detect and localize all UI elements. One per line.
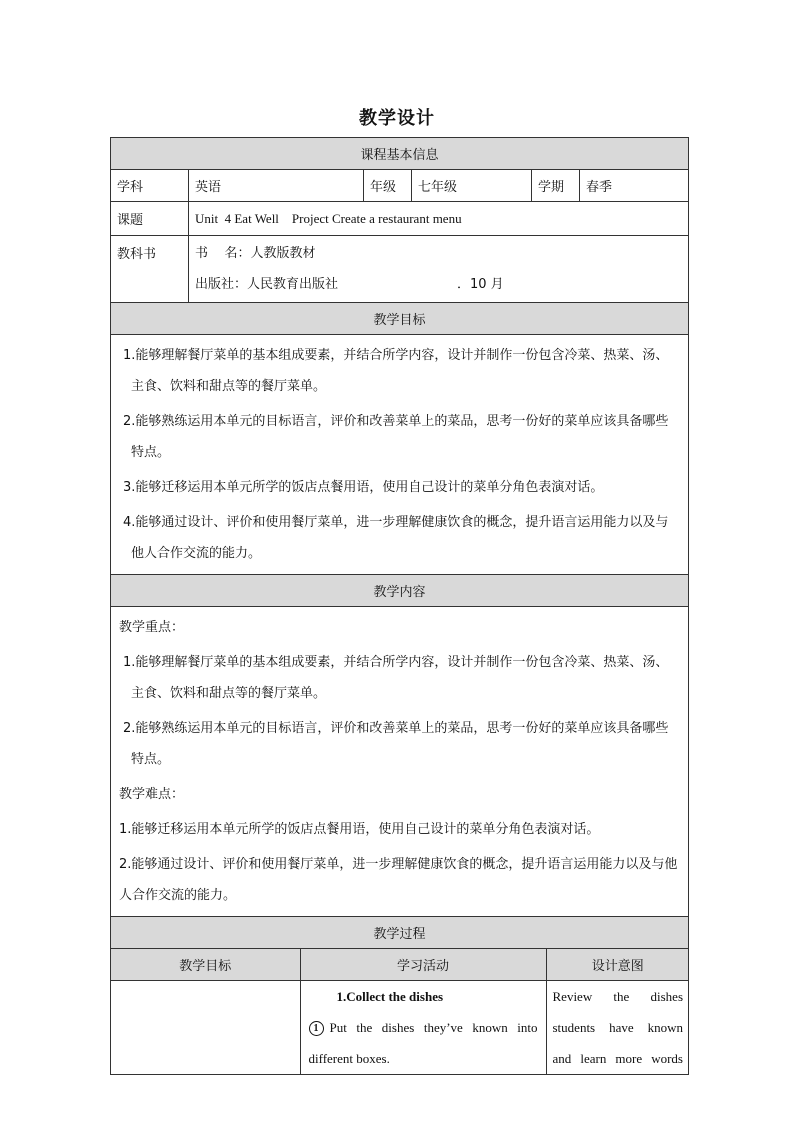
objectives-header: 教学目标 [111, 303, 689, 335]
term-label: 学期 [532, 170, 580, 202]
objective-item: 2.能够熟练运用本单元的目标语言，评价和改善菜单上的菜品，思考一份好的菜单应该具备哪些特点。 [123, 414, 669, 460]
textbook-label: 教科书 [111, 236, 189, 303]
topic-value: Unit 4 Eat Well Project Create a restaurant menu [189, 202, 689, 236]
grade-label: 年级 [364, 170, 412, 202]
subject-value: 英语 [189, 170, 364, 202]
activity-step [309, 1012, 538, 1074]
activity-title: 1.Collect the dishes [336, 989, 444, 1004]
publisher: 出版社：人民教育出版社 [195, 277, 339, 292]
textbook-details [189, 236, 689, 303]
objective-item: 4.能够通过设计、评价和使用餐厅菜单，进一步理解健康饮食的概念，提升语言运用能力以及与他人合作交流的能力。 [123, 515, 669, 561]
key-point-item: 2.能够熟练运用本单元的目标语言，评价和改善菜单上的菜品，思考一份好的菜单应该具备哪些特点。 [123, 721, 669, 767]
term-value: 春季 [580, 170, 689, 202]
process-header: 教学过程 [111, 917, 689, 949]
lesson-plan-table [110, 137, 689, 1075]
key-points-label: 教学重点： [119, 620, 185, 635]
key-point-item: 1.能够理解餐厅菜单的基本组成要素，并结合所学内容，设计并制作一份包含冷菜、热菜、汤、主食、饮料和甜点等的餐厅菜单。 [123, 655, 669, 701]
content-header: 教学内容 [111, 575, 689, 607]
goal-cell [111, 981, 300, 1075]
col-intent-header: 设计意图 [546, 949, 689, 981]
book-name: 书 名：人教版教材 [195, 246, 316, 261]
objectives-body [111, 335, 689, 575]
publisher-row [195, 269, 682, 300]
difficult-points-label: 教学难点： [119, 787, 185, 802]
basic-info-header: 课程基本信息 [111, 138, 689, 170]
col-activity-header: 学习活动 [300, 949, 546, 981]
activity-cell [300, 981, 546, 1075]
difficult-point-item: 1.能够迁移运用本单元所学的饭店点餐用语，使用自己设计的菜单分角色表演对话。 [119, 822, 600, 837]
topic-label: 课题 [111, 202, 189, 236]
intent-text: Review the dishes students have known and learn more words [552, 989, 683, 1066]
process-section [111, 949, 689, 1075]
content-body [111, 607, 689, 917]
objective-item: 3.能够迁移运用本单元所学的饭店点餐用语，使用自己设计的菜单分角色表演对话。 [123, 480, 604, 495]
publish-date: ．10 月 [457, 277, 504, 292]
subject-label: 学科 [111, 170, 189, 202]
step-number-badge: 1 [309, 1021, 324, 1036]
grade-value: 七年级 [412, 170, 532, 202]
difficult-point-item: 2.能够通过设计、评价和使用餐厅菜单，进一步理解健康饮食的概念，提升语言运用能力以及与他人合作交流的能力。 [119, 857, 678, 903]
document-title: 教学设计 [359, 108, 435, 129]
col-goal-header: 教学目标 [111, 949, 300, 981]
process-table [111, 949, 689, 1074]
activity-step-text: Put the dishes they’ve known into different boxes. [308, 1020, 538, 1066]
objective-item: 1.能够理解餐厅菜单的基本组成要素，并结合所学内容，设计并制作一份包含冷菜、热菜、汤、主食、饮料和甜点等的餐厅菜单。 [123, 348, 669, 394]
intent-cell [546, 981, 689, 1075]
